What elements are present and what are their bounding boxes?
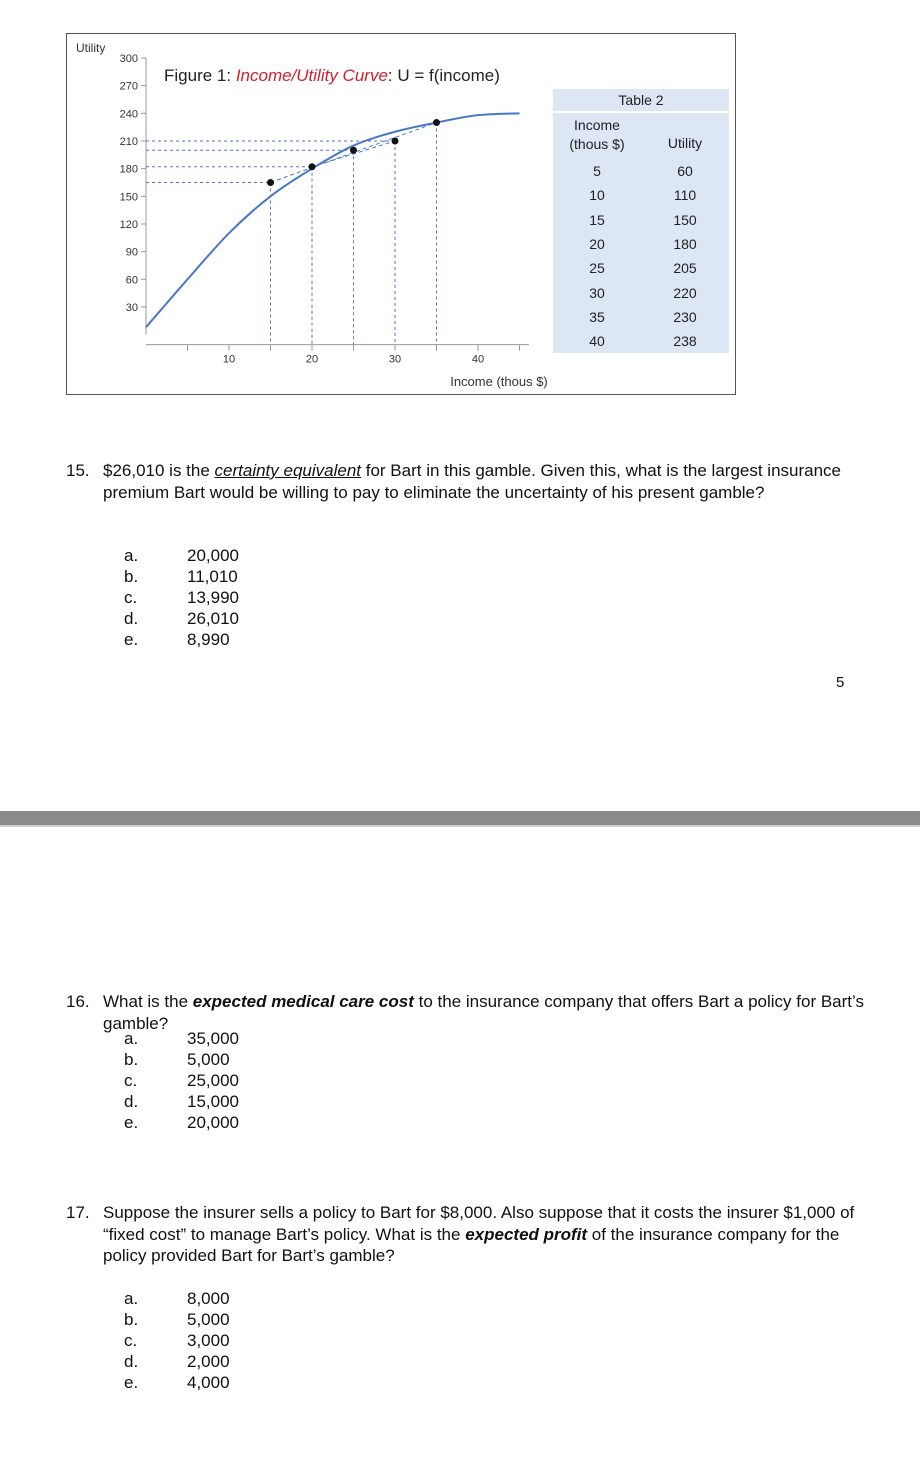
x-tick-label: 40 [471, 353, 485, 366]
utility-cell: 180 [673, 236, 697, 253]
utility-cell: 60 [677, 163, 693, 180]
choice-c [124, 1330, 230, 1351]
utility-cell: 238 [673, 333, 697, 350]
income-cell: 20 [589, 236, 605, 253]
table-row [553, 256, 729, 280]
utility-cell: 110 [673, 187, 697, 204]
choice-value: 15,000 [187, 1092, 239, 1111]
choice-value: 8,000 [187, 1289, 230, 1308]
income-header-line1: Income [574, 117, 620, 133]
x-axis-label: Income (thous $) [450, 374, 548, 389]
choice-value: 4,000 [187, 1373, 230, 1392]
figure-title-italic: Income/Utility Curve [235, 66, 388, 85]
y-tick-label: 60 [125, 274, 138, 287]
question-text-pre: What is the [103, 992, 193, 1011]
figure-title-prefix: Figure 1: [164, 66, 236, 85]
income-cell: 30 [589, 284, 605, 301]
choice-d [124, 1091, 239, 1112]
y-tick-label: 120 [119, 218, 138, 231]
table-row [553, 305, 729, 329]
q16-choices [124, 1028, 239, 1133]
figure-title [164, 66, 500, 86]
q15-choices [124, 545, 239, 650]
question-text [103, 1202, 866, 1267]
choice-letter: d. [124, 609, 139, 628]
x-tick-label: 10 [222, 353, 236, 366]
income-header-line2: (thous $) [569, 136, 625, 152]
choice-letter: b. [124, 1050, 139, 1069]
question-text-post: to the insurance company that offers Bart a policy for Bart’s gamble? [103, 992, 864, 1033]
choice-a [124, 545, 239, 566]
page-divider [0, 811, 920, 827]
choice-c [124, 587, 239, 608]
choice-value: 26,010 [187, 609, 239, 628]
table-body [553, 159, 729, 353]
choice-e [124, 1112, 239, 1133]
expected-cost-term: expected medical care cost [192, 992, 414, 1011]
table-row [553, 159, 729, 183]
question-number: 17. [66, 1203, 90, 1222]
income-cell: 10 [589, 187, 605, 204]
income-cell: 25 [589, 260, 605, 277]
data-point [309, 163, 316, 170]
y-tick-label: 240 [119, 108, 138, 121]
question-17 [66, 1202, 866, 1267]
choice-b [124, 1049, 239, 1070]
utility-header: Utility [667, 135, 703, 151]
choice-value: 35,000 [187, 1029, 239, 1048]
choice-value: 5,000 [187, 1050, 230, 1069]
choice-value: 2,000 [187, 1352, 230, 1371]
data-point [433, 119, 440, 126]
y-tick-label: 210 [119, 135, 138, 148]
question-text-pre: $26,010 is the [103, 461, 215, 480]
x-tick-label: 30 [388, 353, 402, 366]
choice-value: 5,000 [187, 1310, 230, 1329]
y-tick-label: 180 [119, 163, 138, 176]
income-cell: 40 [589, 333, 605, 350]
x-tick-label: 20 [305, 353, 319, 366]
choice-a [124, 1028, 239, 1049]
choice-b [124, 566, 239, 587]
choice-value: 8,990 [187, 630, 230, 649]
table-header [553, 113, 729, 159]
question-text-pre: Suppose the insurer sells a policy to Bart for $8,000. Also suppose that it costs the insurer $1,000 of “fixed cost” to manage Bart’s policy. What is the [103, 1203, 855, 1244]
table-2 [553, 89, 729, 353]
y-tick-label: 300 [119, 53, 138, 65]
y-axis-title: Utility [76, 41, 106, 55]
choice-letter: e. [124, 630, 139, 649]
y-tick-label: 150 [119, 191, 138, 204]
figure-1 [66, 33, 736, 395]
choice-letter: b. [124, 1310, 139, 1329]
choice-letter: c. [124, 1331, 138, 1350]
choice-e [124, 629, 239, 650]
choice-letter: a. [124, 546, 139, 565]
table-row [553, 232, 729, 256]
question-text [103, 460, 866, 503]
question-15 [66, 460, 866, 503]
table-row [553, 208, 729, 232]
table-row [553, 280, 729, 304]
table-row [553, 183, 729, 207]
data-point [392, 137, 399, 144]
choice-letter: d. [124, 1352, 139, 1371]
choice-e [124, 1372, 230, 1393]
income-cell: 15 [589, 211, 605, 228]
income-cell: 35 [589, 308, 605, 325]
certainty-equivalent-term: certainty equivalent [214, 461, 362, 480]
question-text-post: of the insurance company for the policy provided Bart for Bart’s gamble? [103, 1224, 840, 1265]
choice-letter: e. [124, 1373, 139, 1392]
choice-value: 20,000 [187, 546, 239, 565]
data-point [350, 147, 357, 154]
figure-title-suffix: : U = f(income) [387, 66, 500, 85]
choice-c [124, 1070, 239, 1091]
utility-cell: 205 [673, 260, 697, 277]
choice-d [124, 1351, 230, 1372]
choice-value: 20,000 [187, 1113, 239, 1132]
choice-letter: e. [124, 1113, 139, 1132]
y-tick-label: 30 [125, 301, 138, 314]
choice-letter: a. [124, 1029, 139, 1048]
data-point [267, 179, 274, 186]
choice-d [124, 608, 239, 629]
choice-value: 11,010 [187, 567, 238, 586]
choice-value: 3,000 [187, 1331, 230, 1350]
y-tick-label: 90 [125, 246, 138, 259]
choice-letter: d. [124, 1092, 139, 1111]
income-header [553, 113, 641, 154]
utility-cell: 220 [673, 284, 697, 301]
choice-letter: a. [124, 1289, 139, 1308]
choice-value: 25,000 [187, 1071, 239, 1090]
utility-curve [146, 113, 520, 327]
question-number: 16. [66, 992, 90, 1011]
q17-choices [124, 1288, 230, 1393]
choice-letter: c. [124, 588, 138, 607]
utility-cell: 230 [673, 308, 697, 325]
table-row [553, 329, 729, 353]
income-cell: 5 [593, 163, 601, 180]
choice-a [124, 1288, 230, 1309]
choice-letter: b. [124, 567, 139, 586]
question-number: 15. [66, 461, 90, 480]
page-number: 5 [836, 674, 845, 691]
choice-b [124, 1309, 230, 1330]
choice-letter: c. [124, 1071, 138, 1090]
y-tick-label: 270 [119, 80, 138, 93]
expected-profit-term: expected profit [465, 1224, 588, 1244]
table-caption: Table 2 [553, 89, 729, 113]
choice-value: 13,990 [187, 588, 239, 607]
utility-cell: 150 [673, 211, 697, 228]
question-text-post: for Bart in this gamble. Given this, what is the largest insurance premium Bart would be willing to pay to eliminate the uncertainty of his present gamble? [103, 461, 842, 502]
